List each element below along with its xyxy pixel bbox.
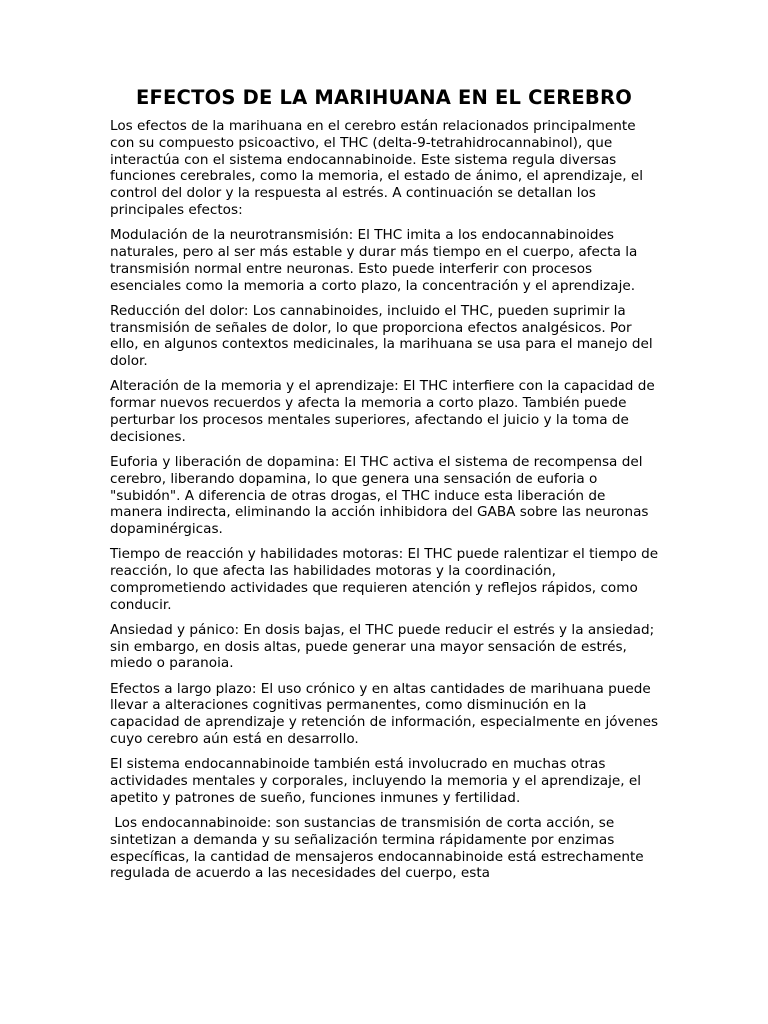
paragraph-euphoria-dopamine: Euforia y liberación de dopamina: El THC activa el sistema de recompensa del cerebro, liberando dopamina, lo que genera una sensación de euforia o "subidón". A diferencia de otras drogas, el THC induce esta liberación de manera indirecta, eliminando la acción inhibidora del GABA sobre las neuronas dopaminérgicas.: [110, 453, 653, 538]
document-title: EFECTOS DE LA MARIHUANA EN EL CEREBRO: [136, 86, 632, 109]
document-body: [110, 118, 663, 882]
paragraph-intro: Los efectos de la marihuana en el cerebro están relacionados principalmente con su compuesto psicoactivo, el THC (delta-9-tetrahidrocannabinol), que interactúa con el sistema endocannabinoide. Este sistema regula diversas funciones cerebrales, como la memoria, el estado de ánimo, el aprendizaje, el control del dolor y la respuesta al estrés. A continuación se detallan los principales efectos:: [110, 118, 648, 218]
paragraph-anxiety-panic: Ansiedad y pánico: En dosis bajas, el THC puede reducir el estrés y la ansiedad; sin embargo, en dosis altas, puede generar una mayor sensación de estrés, miedo o paranoia.: [110, 621, 659, 672]
paragraph-pain-reduction: Reducción del dolor: Los cannabinoides, incluido el THC, pueden suprimir la transmisión de señales de dolor, lo que proporciona efectos analgésicos. Por ello, en algunos contextos medicinales, la marihuana se usa para el manejo del dolor.: [110, 302, 657, 370]
paragraph-endocannabinoid-system: El sistema endocannabinoide también está involucrado en muchas otras actividades mentales y corporales, incluyendo la memoria y el aprendizaje, el apetito y patrones de sueño, funciones inmunes y fertilidad.: [110, 756, 646, 806]
paragraph-neurotransmission: Modulación de la neurotransmisión: El THC imita a los endocannabinoides naturales, pero al ser más estable y durar más tiempo en el cuerpo, afecta la transmisión normal entre neuronas. Esto puede interferir con procesos esenciales como la memoria a corto plazo, la concentración y el aprendizaje.: [110, 227, 642, 294]
paragraph-long-term: Efectos a largo plazo: El uso crónico y en altas cantidades de marihuana puede llevar a alteraciones cognitivas permanentes, como disminución en la capacidad de aprendizaje y retención de información, especialmente en jóvenes cuyo cerebro aún está en desarrollo.: [110, 680, 663, 748]
paragraph-memory-learning: Alteración de la memoria y el aprendizaje: El THC interfiere con la capacidad de formar nuevos recuerdos y afecta la memoria a corto plazo. También puede perturbar los procesos mentales superiores, afectando el juicio y la toma de decisiones.: [110, 378, 660, 445]
paragraph-reaction-motor: Tiempo de reacción y habilidades motoras: El THC puede ralentizar el tiempo de reacción, lo que afecta las habilidades motoras y la coordinación, comprometiendo actividades que requieren atención y reflejos rápidos, como conducir.: [110, 546, 663, 613]
paragraph-endocannabinoids: Los endocannabinoide: son sustancias de transmisión de corta acción, se sintetizan a demanda y su señalización termina rápidamente por enzimas específicas, la cantidad de mensajeros endocannabinoide está estrechamente regulada de acuerdo a las necesidades del cuerpo, esta: [110, 815, 648, 882]
